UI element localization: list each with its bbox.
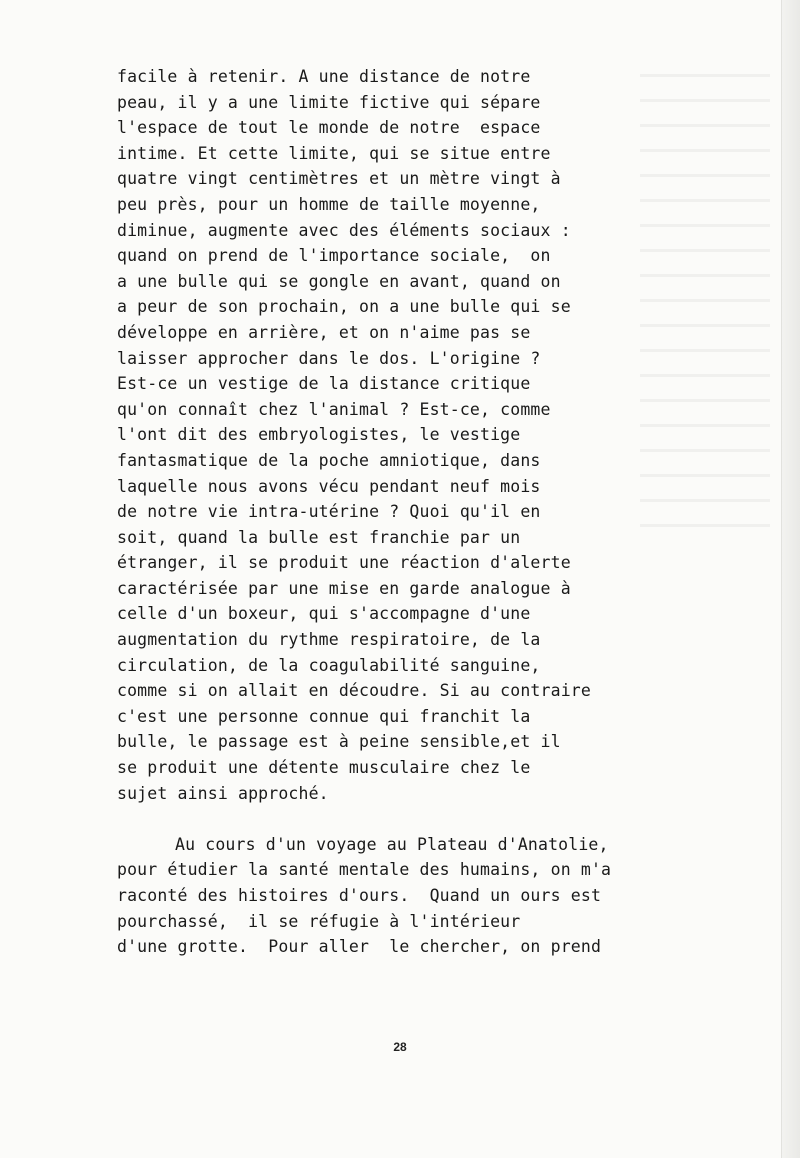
text-line: raconté des histoires d'ours. Quand un ours est <box>117 886 602 905</box>
text-line: c'est une personne connue qui franchit la <box>117 706 531 726</box>
text-line: pour étudier la santé mentale des humains, on m'a <box>117 860 612 880</box>
text-line: qu'on connaît chez l'animal ? Est-ce, comme <box>117 399 551 419</box>
text-line: d'une grotte. Pour aller le chercher, on prend <box>117 937 602 957</box>
text-line: facile à retenir. A une distance de notre <box>117 67 531 86</box>
text-line: de notre vie intra-utérine ? Quoi qu'il en <box>117 502 541 522</box>
text-line: soit, quand la bulle est franchie par un <box>117 527 521 547</box>
text-line: circulation, de la coagulabilité sanguine, <box>117 655 541 675</box>
text-line: diminue, augmente avec des éléments sociaux : <box>117 220 571 240</box>
paragraph-2 <box>117 832 617 960</box>
paragraph-spacer <box>117 806 617 832</box>
show-through-bleed <box>640 60 770 540</box>
text-line: celle d'un boxeur, qui s'accompagne d'une <box>117 604 531 624</box>
text-line: intime. Et cette limite, qui se situe entre <box>117 143 551 163</box>
text-line: fantasmatique de la poche amniotique, dans <box>117 450 541 470</box>
text-line: Est-ce un vestige de la distance critique <box>117 374 531 394</box>
page-edge-shadow <box>781 0 800 1158</box>
text-line: quand on prend de l'importance sociale, on <box>117 246 551 266</box>
text-line: caractérisée par une mise en garde analogue à <box>117 578 571 598</box>
text-line: développe en arrière, et on n'aime pas se <box>117 322 531 342</box>
text-line: a une bulle qui se gongle en avant, quand on <box>117 271 561 291</box>
paragraph-1 <box>117 64 617 806</box>
text-line: peu près, pour un homme de taille moyenne, <box>117 194 541 214</box>
text-line: augmentation du rythme respiratoire, de la <box>117 630 541 650</box>
text-line: comme si on allait en découdre. Si au contraire <box>117 681 591 701</box>
text-line: a peur de son prochain, on a une bulle qui se <box>117 297 571 317</box>
text-line: l'ont dit des embryologistes, le vestige <box>117 425 521 445</box>
text-line: pourchassé, il se réfugie à l'intérieur <box>117 911 521 931</box>
text-line: peau, il y a une limite fictive qui sépare <box>117 92 541 112</box>
text-line: bulle, le passage est à peine sensible,et il <box>117 732 561 752</box>
text-line: étranger, il se produit une réaction d'alerte <box>117 553 571 573</box>
text-line-indented: Au cours d'un voyage au Plateau d'Anatolie, <box>175 834 609 854</box>
text-line: laquelle nous avons vécu pendant neuf mois <box>117 476 541 496</box>
body-text <box>117 64 617 960</box>
text-line: sujet ainsi approché. <box>117 783 329 803</box>
text-line: l'espace de tout le monde de notre espace <box>117 118 541 138</box>
text-line: quatre vingt centimètres et un mètre vingt à <box>117 169 561 189</box>
page-number: 28 <box>393 1040 407 1054</box>
text-line: se produit une détente musculaire chez le <box>117 758 531 778</box>
text-line: laisser approcher dans le dos. L'origine ? <box>117 348 541 368</box>
